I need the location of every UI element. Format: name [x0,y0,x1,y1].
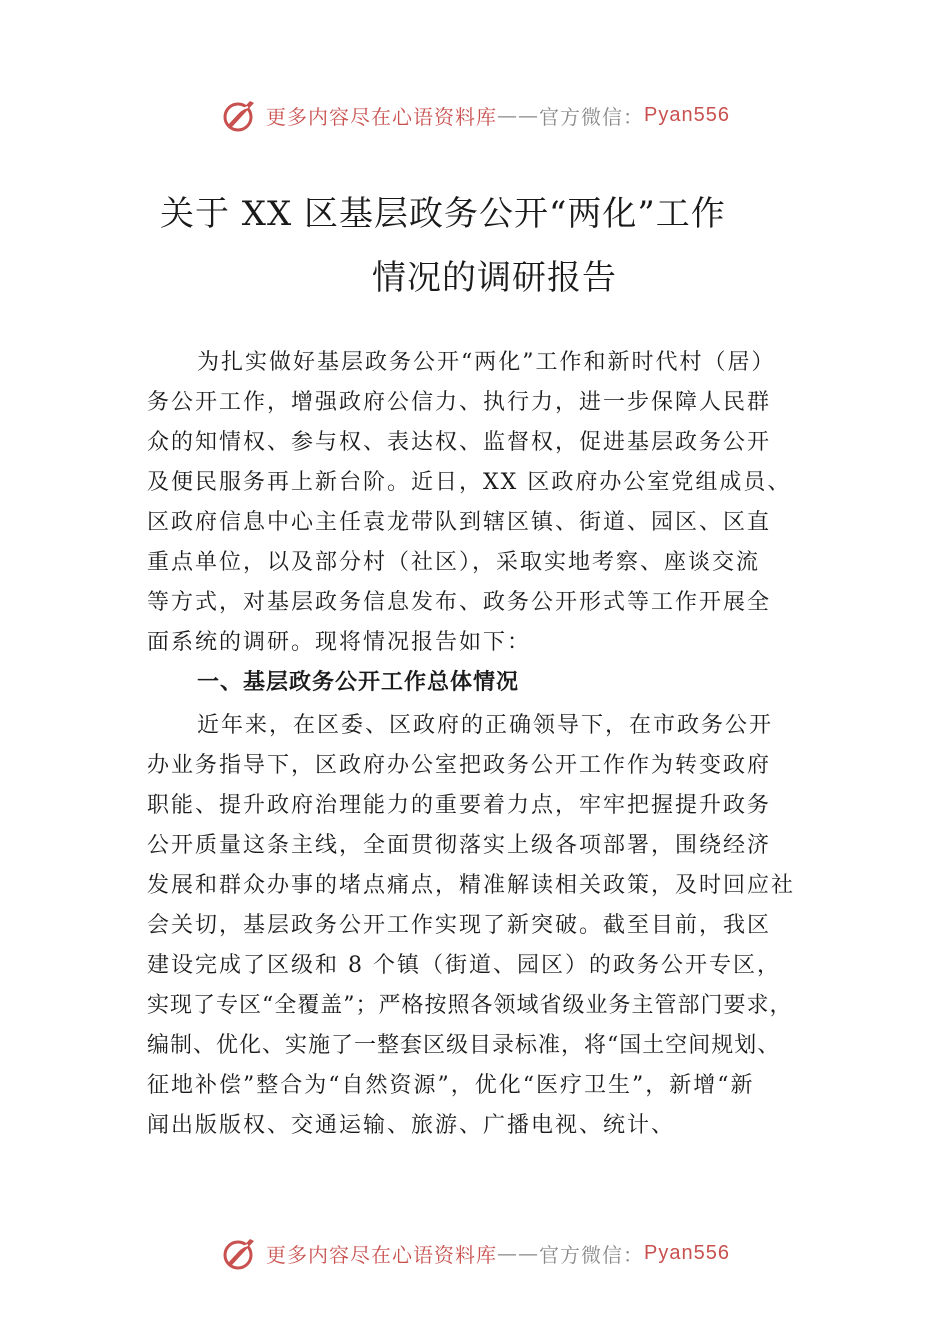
wechat-account: Pyan556 [644,1241,730,1264]
intro-line: 重点单位，以及部分村（社区），采取实地考察、座谈交流 [147,550,761,575]
intro-line: 等方式，对基层政务信息发布、政务公开形式等工作开展全 [147,590,772,615]
body-line: 征地补偿”整合为“自然资源”，优化“医疗卫生”，新增“新 [147,1073,755,1098]
body-line: 闻出版版权、交通运输、旅游、广播电视、统计、 [147,1113,676,1138]
body-line: 会关切，基层政务公开工作实现了新突破。截至目前，我区 [147,913,772,938]
watermark-banner-bottom [0,1233,950,1273]
intro-line: 为扎实做好基层政务公开“两化”工作和新时代村（居） [197,350,776,375]
quill-logo-icon [220,1233,260,1273]
intro-line: 及便民服务再上新台阶。近日，XX 区政府办公室党组成员、 [147,470,792,495]
intro-line: 面系统的调研。现将情况报告如下： [147,630,532,655]
intro-line: 区政府信息中心主任袁龙带队到辖区镇、街道、园区、区直 [147,510,772,535]
separator: —— [497,103,540,127]
body-line: 实现了专区“全覆盖”；严格按照各领域省级业务主管部门要求， [147,993,793,1018]
separator: —— [497,1241,540,1265]
wechat-account: Pyan556 [644,103,730,126]
brand-text: 更多内容尽在心语资料库 [266,1242,498,1267]
section-heading: 一、基层政务公开工作总体情况 [197,670,520,695]
body-line: 建设完成了区级和 8 个镇（街道、园区）的政务公开专区， [147,953,781,978]
document-title-line-2: 情况的调研报告 [372,258,617,298]
watermark-banner-top [0,95,950,135]
document-title-line-1: 关于 XX 区基层政务公开“两化”工作 [160,194,726,234]
body-line: 公开质量这条主线，全面贯彻落实上级各项部署，围绕经济 [147,833,772,858]
body-line: 编制、优化、实施了一整套区级目录标准，将“国土空间规划、 [147,1033,781,1058]
intro-line: 众的知情权、参与权、表达权、监督权，促进基层政务公开 [147,430,772,455]
body-line: 职能、提升政府治理能力的重要着力点，牢牢把握提升政务 [147,793,772,818]
wechat-label: 官方微信： [539,104,645,129]
body-line: 发展和群众办事的堵点痛点，精准解读相关政策，及时回应社 [147,873,796,898]
intro-line: 务公开工作，增强政府公信力、执行力，进一步保障人民群 [147,390,772,415]
wechat-label: 官方微信： [539,1242,645,1267]
body-line: 办业务指导下，区政府办公室把政务公开工作作为转变政府 [147,753,772,778]
brand-text: 更多内容尽在心语资料库 [266,104,498,129]
quill-logo-icon [220,95,260,135]
body-line: 近年来，在区委、区政府的正确领导下，在市政务公开 [197,713,774,738]
